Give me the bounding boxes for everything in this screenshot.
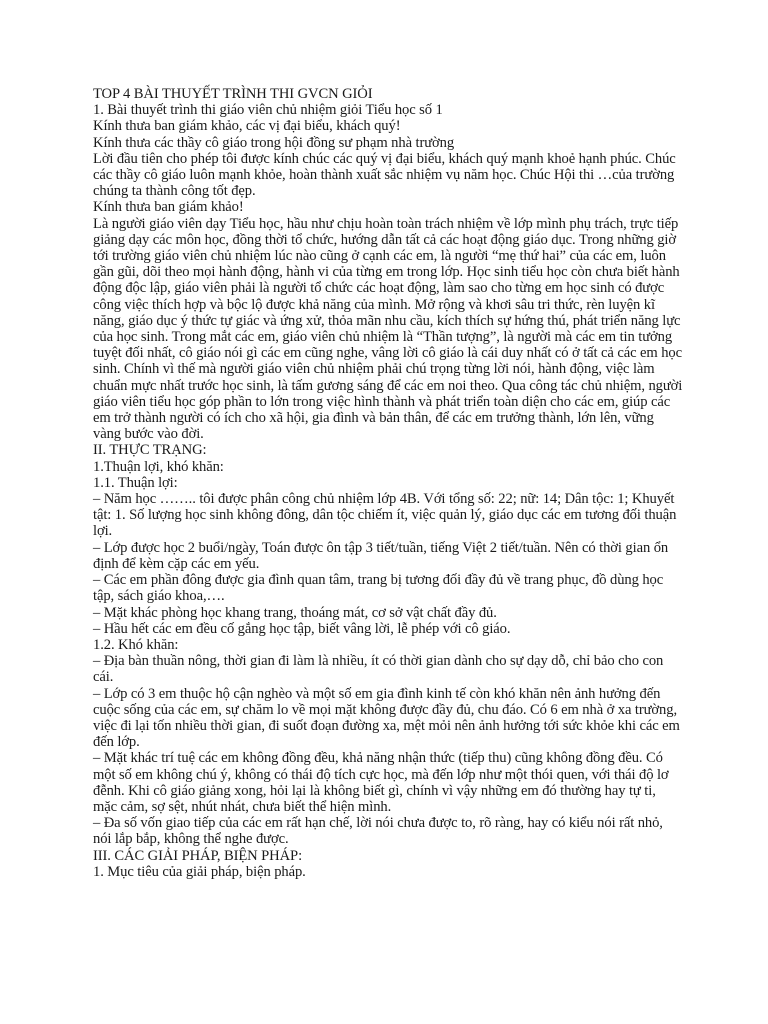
difficulty-item: – Đa số vốn giao tiếp của các em rất hạn chế, lời nói chưa được to, rõ ràng, hay có kiểu nói rất nhỏ, nói lắp bắp, không thể nghe được. bbox=[93, 815, 663, 848]
heading-speech-1: 1. Bài thuyết trình thi giáo viên chủ nhiệm giỏi Tiểu học số 1 bbox=[93, 102, 443, 119]
subheading-solution-goals: 1. Mục tiêu của giải pháp, biện pháp. bbox=[93, 863, 306, 880]
difficulty-item: – Lớp có 3 em thuộc hộ cận nghèo và một số em gia đình kinh tế còn khó khăn nên ảnh hưởng đến cuộc sống của các em, sự chăm lo về mọi mặt không được đầy đủ, chu đáo. Có 6 em nhà ở xa trường, việc đi lại tốn nhiều thời gian, đi suốt đoạn đường xa, mệt mỏi nên ảnh hưởng tới sức khỏe khi các em đến lớp. bbox=[93, 685, 680, 751]
advantage-item: – Lớp được học 2 buổi/ngày, Toán được ôn tập 3 tiết/tuần, tiếng Việt 2 tiết/tuần. Nên có thời gian ổn định để kèm cặp các em yếu. bbox=[93, 539, 669, 572]
advantage-item: – Các em phần đông được gia đình quan tâm, trang bị tương đối đầy đủ về trang phục, đồ dùng học tập, sách giáo khoa,…. bbox=[93, 572, 664, 605]
greeting-teachers: Kính thưa các thầy cô giáo trong hội đồng sư phạm nhà trường bbox=[93, 134, 455, 151]
subheading-advantages: 1.1. Thuận lợi: bbox=[93, 474, 178, 491]
intro-paragraph: Là người giáo viên dạy Tiểu học, hầu như chịu hoàn toàn trách nhiệm về lớp mình phụ trách, trực tiếp giảng dạy các môn học, đồng thời tổ chức, hướng dẫn tất cả các hoạt động giáo dục. Trong những giờ tới trường giáo viên chủ nhiệm lúc nào cũng ở cạnh các em, là người “mẹ thứ hai” của các em, luôn gần gũi, dõi theo mọi hành động, hành vi của từng em trong lớp. Học sinh tiểu học còn chưa biết hành động độc lập, giáo viên phải là người tổ chức các hoạt động, làm sao cho từng em học sinh có được công việc thích hợp và bộc lộ được khả năng của mình. Mở rộng và khơi sâu tri thức, rèn luyện kĩ năng, giáo dục ý thức tự giác và ứng xử, thỏa mãn nhu cầu, kích thích sự hứng thú, phát triển năng lực của học sinh. Trong mắt các em, giáo viên chủ nhiệm là “Thần tượng”, là người mà các em tin tưởng tuyệt đối nhất, cô giáo nói gì các em cũng nghe, vâng lời cô giáo là cái duy nhất có ở tất cả các em học sinh. Chính vì thế mà người giáo viên chủ nhiệm phải chú trọng từng lời nói, hành động, việc làm chuẩn mực nhất trước học sinh, là tấm gương sáng để các em noi theo. Qua công tác chủ nhiệm, người giáo viên tiểu học góp phần to lớn trong việc hình thành và phát triển toàn diện cho các em, giúp các em trở thành người có ích cho xã hội, gia đình và bản thân, để các em trưởng thành, lớn lên, vững vàng bước vào đời. bbox=[93, 215, 683, 443]
advantage-item: – Mặt khác phòng học khang trang, thoáng mát, cơ sở vật chất đầy đủ. bbox=[93, 604, 497, 621]
advantage-item: – Hầu hết các em đều cố gắng học tập, biết vâng lời, lễ phép với cô giáo. bbox=[93, 620, 511, 637]
difficulty-item: – Mặt khác trí tuệ các em không đồng đều, khả năng nhận thức (tiếp thu) cũng không đồng đều. Có một số em không chú ý, không có thái độ tích cực học, mà đến lớp như một thói quen, với thái độ lơ đễnh. Khi cô giáo giảng xong, hỏi lại là không biết gì, chính vì vậy những em đó thường hay tự ti, mặc cảm, sợ sệt, nhút nhát, chưa biết thể hiện mình. bbox=[93, 750, 669, 815]
opening-wishes: Lời đầu tiên cho phép tôi được kính chúc các quý vị đại biểu, khách quý mạnh khoẻ hạnh phúc. Chúc các thầy cô giáo luôn mạnh khỏe, hoàn thành xuất sắc nhiệm vụ năm học. Chúc Hội thi …của trường chúng ta thành công tốt đẹp. bbox=[93, 150, 676, 200]
document-title: TOP 4 BÀI THUYẾT TRÌNH THI GVCN GIỎI bbox=[93, 86, 373, 102]
document-page bbox=[93, 86, 683, 880]
advantage-item: – Năm học …….. tôi được phân công chủ nhiệm lớp 4B. Với tổng số: 22; nữ: 14; Dân tộc: 1; Khuyết tật: 1. Số lượng học sinh không đông, dân tộc chiếm ít, việc quản lý, giáo dục các em tương đối thuận lợi. bbox=[93, 491, 677, 540]
difficulty-item: – Địa bàn thuần nông, thời gian đi làm là nhiều, ít có thời gian dành cho sự dạy dỗ, chỉ bảo cho con cái. bbox=[93, 653, 664, 686]
subheading-advantages-difficulties: 1.Thuận lợi, khó khăn: bbox=[93, 458, 224, 475]
section-heading-situation: II. THỰC TRẠNG: bbox=[93, 442, 207, 459]
greeting-judges: Kính thưa ban giám khảo, các vị đại biểu, khách quý! bbox=[93, 118, 401, 135]
subheading-difficulties: 1.2. Khó khăn: bbox=[93, 636, 179, 653]
section-heading-solutions: III. CÁC GIẢI PHÁP, BIỆN PHÁP: bbox=[93, 847, 303, 864]
greeting-jury: Kính thưa ban giám khảo! bbox=[93, 199, 244, 216]
